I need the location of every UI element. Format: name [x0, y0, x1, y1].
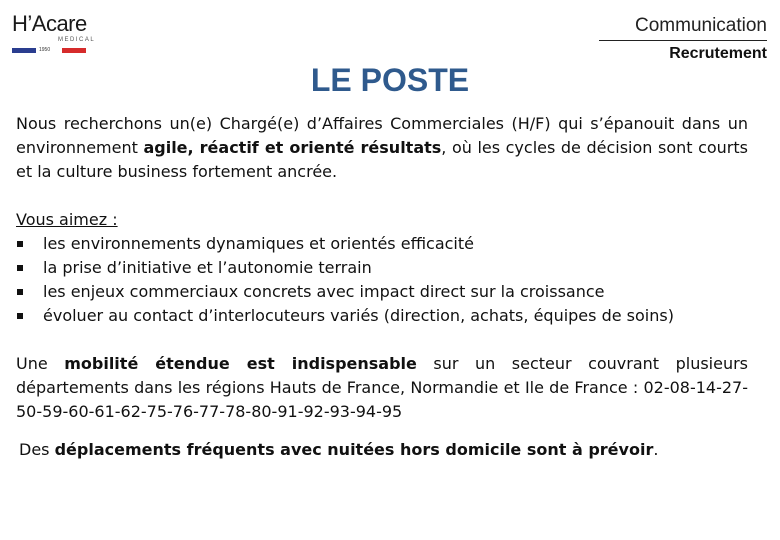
list-item	[16, 280, 748, 304]
list-item	[16, 304, 748, 328]
intro-text-after: , où les cycles de décision sont courts et la culture business fortement ancrée.	[16, 138, 748, 181]
logo-subtitle: MEDICAL	[58, 37, 96, 43]
flag-white-stripe	[36, 48, 62, 53]
bullet-square-icon	[17, 241, 23, 247]
spacer	[16, 184, 748, 208]
spacer	[16, 328, 748, 352]
bullet-square-icon	[17, 289, 23, 295]
travel-paragraph	[16, 438, 748, 462]
list-item	[16, 256, 748, 280]
page-title: LE POSTE	[310, 62, 470, 98]
bullet-square-icon	[17, 313, 23, 319]
list-item	[16, 232, 748, 256]
intro-text-bold: agile, réactif et orienté résultats	[143, 138, 442, 157]
travel-text-bold: déplacements fréquents avec nuitées hors domicile sont à prévoir	[54, 440, 654, 459]
mobility-paragraph	[16, 352, 748, 424]
list-item-text: les environnements dynamiques et orientés efficacité	[43, 234, 474, 253]
likes-list	[16, 232, 748, 328]
bullet-square-icon	[17, 265, 23, 271]
flag-blue-stripe	[12, 48, 36, 53]
list-item-text: la prise d’initiative et l’autonomie terrain	[43, 258, 372, 277]
mobility-text-bold: mobilité étendue est indispensable	[64, 354, 417, 373]
company-logo	[12, 10, 112, 58]
flag-red-stripe	[62, 48, 86, 53]
mobility-text-before: Une	[16, 354, 65, 373]
list-item-text: les enjeux commerciaux concrets avec impact direct sur la croissance	[43, 282, 605, 301]
header-section-labels	[599, 14, 767, 64]
list-item-text: évoluer au contact d’interlocuteurs variés (direction, achats, équipes de soins)	[43, 306, 674, 325]
likes-heading: Vous aimez :	[16, 210, 118, 229]
intro-paragraph	[16, 112, 748, 184]
travel-text-after: .	[653, 440, 659, 459]
section-label: Communication	[599, 14, 767, 41]
french-flag-icon	[12, 48, 86, 53]
subsection-label: Recrutement	[669, 45, 767, 62]
job-description	[16, 112, 748, 462]
travel-text-before: Des	[19, 440, 55, 459]
logo-wordmark: H’Acare	[12, 11, 87, 36]
intro-text-before: Nous recherchons un(e) Chargé(e) d’Affaires Commerciales (H/F) qui s’épanouit dans un environnement	[16, 114, 748, 157]
mobility-text-after: sur un secteur couvrant plusieurs départements dans les régions Hauts de France, Normandie et Ile de France : 02-08-14-27-50-59-60-61-62-75-76-77-78-80-91-92-93-94-95	[16, 354, 749, 421]
flag-caption: 1950	[39, 47, 51, 53]
